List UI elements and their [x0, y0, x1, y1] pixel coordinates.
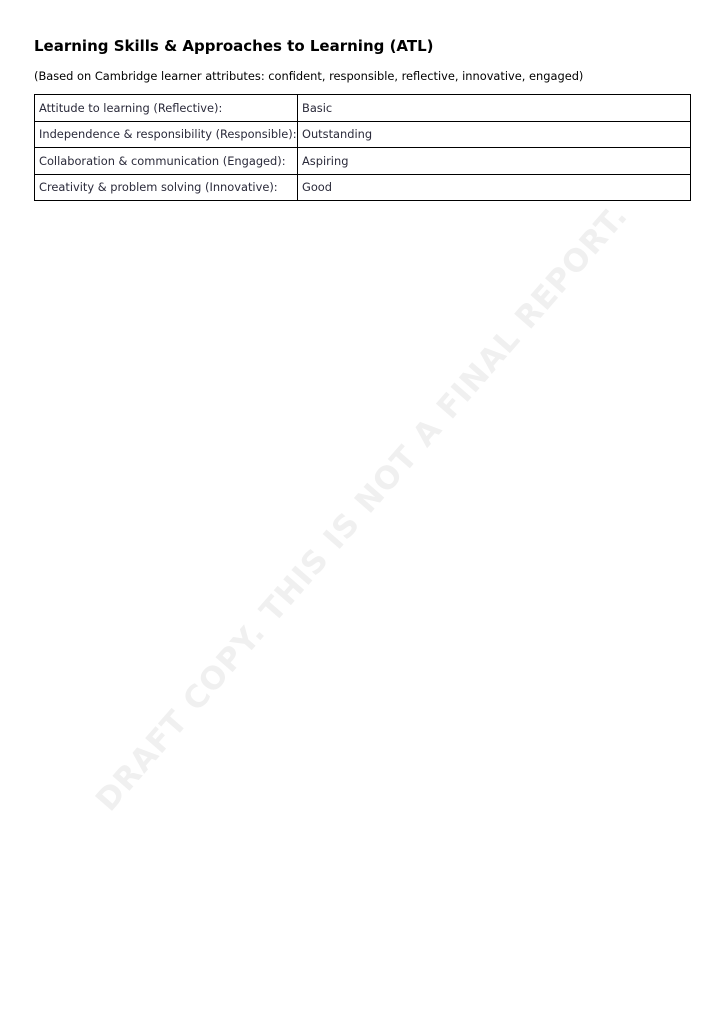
- rating-cell: Outstanding: [298, 121, 691, 148]
- rating-cell: Aspiring: [298, 148, 691, 175]
- section-subtitle: (Based on Cambridge learner attributes: confident, responsible, reflective, innovative, engaged): [34, 69, 584, 83]
- table-row: [35, 174, 691, 201]
- rating-cell: Good: [298, 174, 691, 201]
- attribute-cell: Collaboration & communication (Engaged):: [35, 148, 298, 175]
- section-title: Learning Skills & Approaches to Learning (ATL): [34, 37, 434, 55]
- attribute-cell: Attitude to learning (Reflective):: [35, 95, 298, 122]
- attribute-cell: Creativity & problem solving (Innovative):: [35, 174, 298, 201]
- table-row: [35, 121, 691, 148]
- atl-table: [34, 94, 691, 201]
- attribute-cell: Independence & responsibility (Responsible):: [35, 121, 298, 148]
- draft-watermark: DRAFT COPY. THIS IS NOT A FINAL REPORT.: [88, 197, 636, 819]
- rating-cell: Basic: [298, 95, 691, 122]
- table-row: [35, 95, 691, 122]
- table-row: [35, 148, 691, 175]
